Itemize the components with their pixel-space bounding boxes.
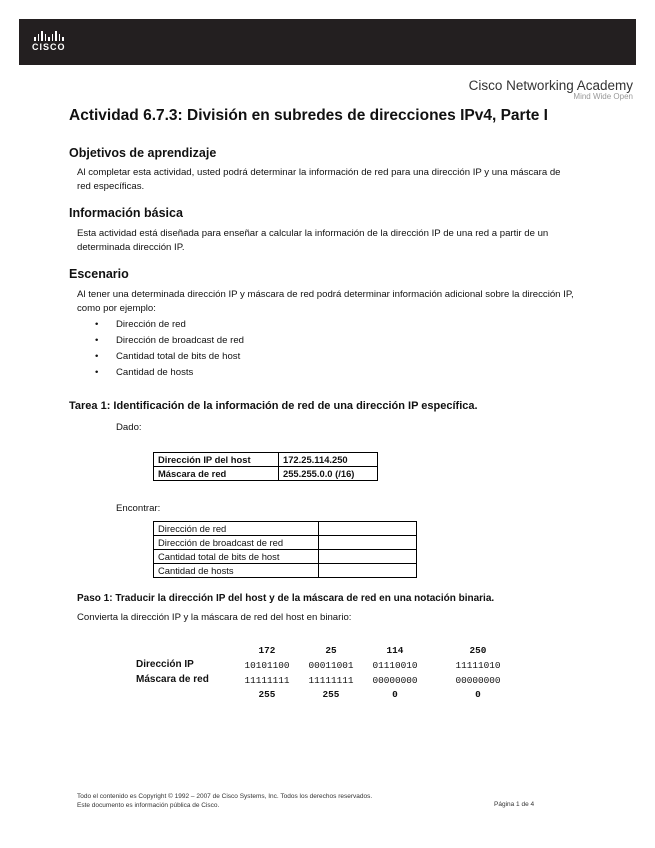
decimal-mask-octet: 255: [258, 689, 276, 700]
table-row: [154, 550, 417, 564]
decimal-ip-octet: 172: [258, 645, 276, 656]
find-table: [153, 521, 417, 578]
public-info-text: Este documento es información pública de Cisco.: [77, 802, 220, 809]
table-cell: 255.255.0.0 (/16): [279, 467, 378, 481]
decimal-mask-octet: 0: [475, 689, 481, 700]
table-row: [154, 536, 417, 550]
copyright-text: Todo el contenido es Copyright © 1992 – 2007 de Cisco Systems, Inc. Todos los derechos reservados.: [77, 793, 373, 800]
escenario-heading: Escenario: [69, 267, 129, 281]
table-row: [154, 522, 417, 536]
objetivos-text: Al completar esta actividad, usted podrá determinar la información de red para una dirección IP y una máscara de red específicas.: [77, 167, 561, 192]
escenario-list: [95, 319, 244, 383]
answer-cell[interactable]: [319, 536, 417, 550]
table-cell: Cantidad de hosts: [154, 564, 319, 578]
binary-mask-octet: 11111111: [244, 675, 290, 686]
decimal-mask-octet: 0: [392, 689, 398, 700]
list-item: • Cantidad de hosts: [95, 367, 194, 378]
informacion-heading: Información básica: [69, 206, 183, 220]
list-item: • Cantidad total de bits de host: [95, 351, 241, 362]
given-table: [153, 452, 378, 481]
decimal-mask-octet: 255: [322, 689, 340, 700]
table-cell: Máscara de red: [154, 467, 279, 481]
decimal-ip-octet: 114: [386, 645, 404, 656]
table-cell: 172.25.114.250: [279, 453, 378, 467]
objetivos-heading: Objetivos de aprendizaje: [69, 146, 217, 160]
step1-text: Convierta la dirección IP y la máscara de red del host en binario:: [77, 612, 352, 623]
page-title: Actividad 6.7.3: División en subredes de direcciones IPv4, Parte I: [69, 107, 548, 124]
binary-ip-octet: 10101100: [244, 660, 290, 671]
table-row: [154, 564, 417, 578]
table-cell: Dirección de red: [154, 522, 319, 536]
list-item: • Dirección de broadcast de red: [95, 335, 244, 346]
table-cell: Cantidad total de bits de host: [154, 550, 319, 564]
ip-row-label: Dirección IP: [136, 659, 194, 670]
answer-cell[interactable]: [319, 522, 417, 536]
answer-cell[interactable]: [319, 564, 417, 578]
header-bar: [19, 19, 636, 65]
table-cell: Dirección IP del host: [154, 453, 279, 467]
decimal-ip-octet: 250: [469, 645, 487, 656]
answer-cell[interactable]: [319, 550, 417, 564]
decimal-ip-octet: 25: [325, 645, 337, 656]
task1-title: Tarea 1: Identificación de la información de red de una dirección IP específica.: [69, 400, 478, 412]
table-cell: Dirección de broadcast de red: [154, 536, 319, 550]
binary-ip-octet: 00011001: [308, 660, 354, 671]
encontrar-label: Encontrar:: [116, 503, 161, 514]
binary-ip-octet: 11111010: [455, 660, 501, 671]
cisco-wordmark: CISCO: [32, 42, 66, 52]
page-number: Página 1 de 4: [494, 801, 535, 808]
academy-tagline: Mind Wide Open: [573, 92, 633, 101]
dado-label: Dado:: [116, 422, 142, 433]
step1-title: Paso 1: Traducir la dirección IP del host y de la máscara de red en una notación binaria.: [77, 593, 495, 604]
cisco-logo: [32, 31, 66, 52]
table-row: [154, 453, 378, 467]
academy-name: Cisco Networking Academy: [468, 78, 633, 93]
binary-mask-octet: 11111111: [308, 675, 354, 686]
cisco-bars-icon: [34, 31, 66, 41]
binary-mask-octet: 00000000: [455, 675, 501, 686]
mask-row-label: Máscara de red: [136, 674, 209, 685]
binary-mask-octet: 00000000: [372, 675, 418, 686]
footer: [77, 792, 372, 810]
list-item: • Dirección de red: [95, 319, 186, 330]
binary-ip-octet: 01110010: [372, 660, 418, 671]
escenario-text: Al tener una determinada dirección IP y máscara de red podrá determinar información adicional sobre la dirección IP, como por ejemplo:: [77, 289, 574, 314]
academy-brand: [469, 78, 633, 101]
informacion-text: Esta actividad está diseñada para enseñar a calcular la información de la dirección IP de una red a partir de un determinada dirección IP.: [77, 228, 549, 253]
table-row: [154, 467, 378, 481]
